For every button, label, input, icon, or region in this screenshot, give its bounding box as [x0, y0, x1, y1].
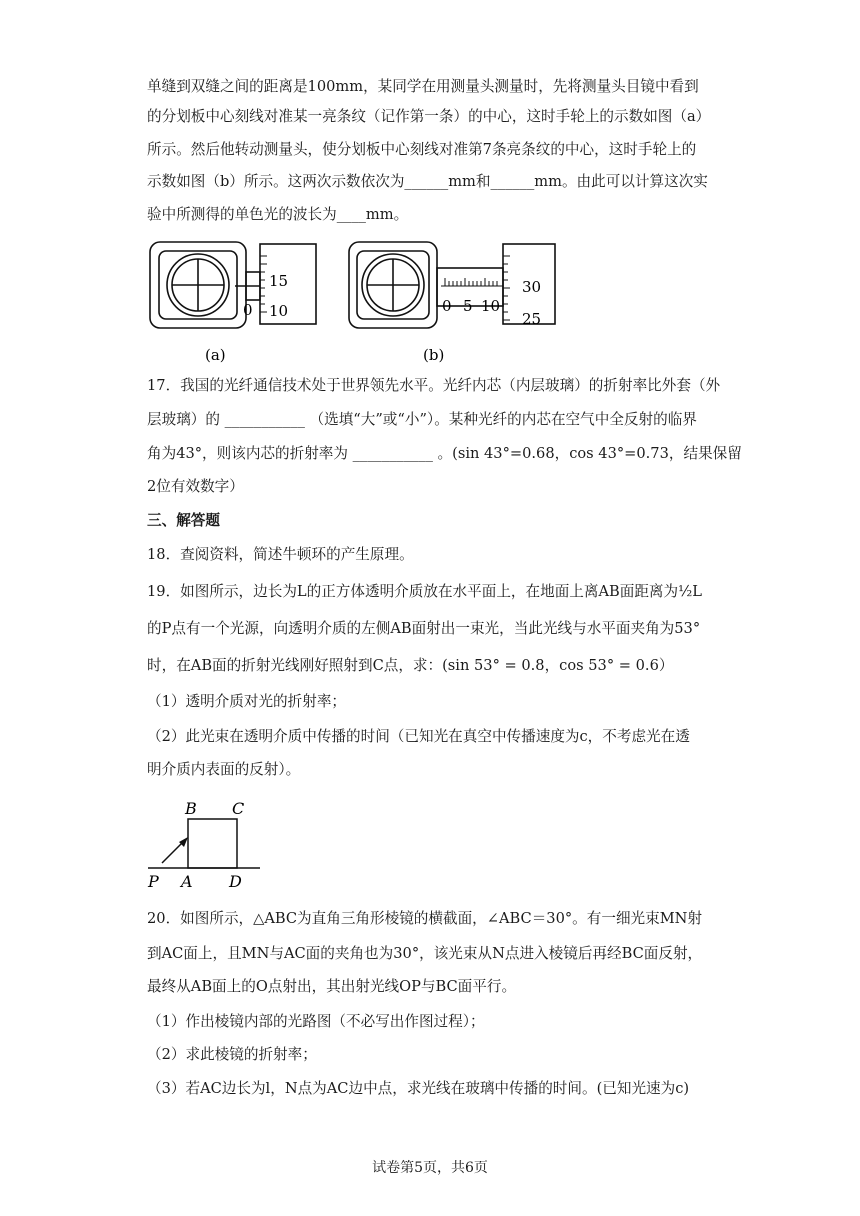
sleeve-label: 10: [481, 297, 501, 315]
text-line: 19．如图所示，边长为L的正方体透明介质放在水平面上，在地面上离AB面距离为½L: [147, 583, 702, 600]
scale-label: 25: [522, 310, 542, 328]
text-line: （1）透明介质对光的折射率；: [147, 693, 347, 710]
text-line: 单缝到双缝之间的距离是100mm，某同学在用测量头测量时，先将测量头目镜中看到: [147, 78, 699, 95]
sleeve-label: 0: [442, 297, 452, 315]
section-heading: 三、解答题: [147, 512, 220, 529]
scale-label: 15: [269, 272, 289, 290]
text-line: （1）作出棱镜内部的光路图（不必写出作图过程）；: [147, 1013, 485, 1030]
point-label: B: [185, 799, 197, 818]
point-label: C: [232, 799, 245, 818]
figure-caption: (b): [423, 346, 445, 363]
text-line: 的P点有一个光源，向透明介质的左侧AB面射出一束光，当此光线与水平面夹角为53°: [147, 620, 701, 637]
text-line: 角为43°，则该内芯的折射率为 ___________ 。(sin 43°=0.68，cos 43°=0.73，结果保留: [147, 445, 742, 462]
sleeve-label: 5: [463, 297, 473, 315]
text-line: 明介质内表面的反射）。: [147, 761, 301, 778]
text-line: 17．我国的光纤通信技术处于世界领先水平。光纤内芯（内层玻璃）的折射率比外套（外: [147, 377, 721, 394]
text-line: （2）求此棱镜的折射率；: [147, 1046, 317, 1063]
text-line: 的分划板中心刻线对准某一亮条纹（记作第一条）的中心，这时手轮上的示数如图（a）: [147, 108, 711, 125]
scale-label: 30: [522, 278, 542, 296]
point-label: D: [229, 872, 242, 890]
text-line: 层玻璃）的 ___________ （选填“大”或“小”）。某种光纤的内芯在空气中全反射的临界: [147, 411, 697, 428]
text-line: （3）若AC边长为l，N点为AC边中点，求光线在玻璃中传播的时间。(已知光速为c): [147, 1080, 690, 1097]
cube-figure: [144, 795, 269, 890]
text-line: 最终从AB面上的O点射出，其出射光线OP与BC面平行。: [147, 978, 517, 995]
text-line: 所示。然后他转动测量头，使分划板中心刻线对准第7条亮条纹的中心，这时手轮上的: [147, 141, 697, 158]
text-line: 2位有效数字）: [147, 478, 244, 495]
scale-label: 10: [269, 302, 289, 320]
page-footer: 试卷第5页，共6页: [372, 1160, 488, 1176]
text-line: 验中所测得的单色光的波长为____mm。: [147, 206, 409, 223]
text-line: 示数如图（b）所示。这两次示数依次为______mm和______mm。由此可以计算这次实: [147, 173, 708, 190]
text-line: 时，在AB面的折射光线刚好照射到C点，求：(sin 53° = 0.8，cos 53° = 0.6）: [147, 657, 674, 674]
text-line: 20．如图所示，△ABC为直角三角形棱镜的横截面，∠ABC＝30°。有一细光束MN射: [147, 910, 703, 927]
point-label: A: [181, 872, 193, 890]
text-line: （2）此光束在透明介质中传播的时间（已知光在真空中传播速度为c，不考虑光在透: [147, 728, 690, 745]
micrometer-figure-b: [346, 238, 576, 363]
text-line: 18．查阅资料，简述牛顿环的产生原理。: [147, 546, 414, 563]
text-line: 到AC面上，且MN与AC面的夹角也为30°，该光束从N点进入棱镜后再经BC面反射，: [147, 945, 703, 962]
sleeve-label: 0: [243, 301, 253, 319]
figure-caption: (a): [205, 346, 226, 363]
point-label: P: [148, 872, 159, 890]
